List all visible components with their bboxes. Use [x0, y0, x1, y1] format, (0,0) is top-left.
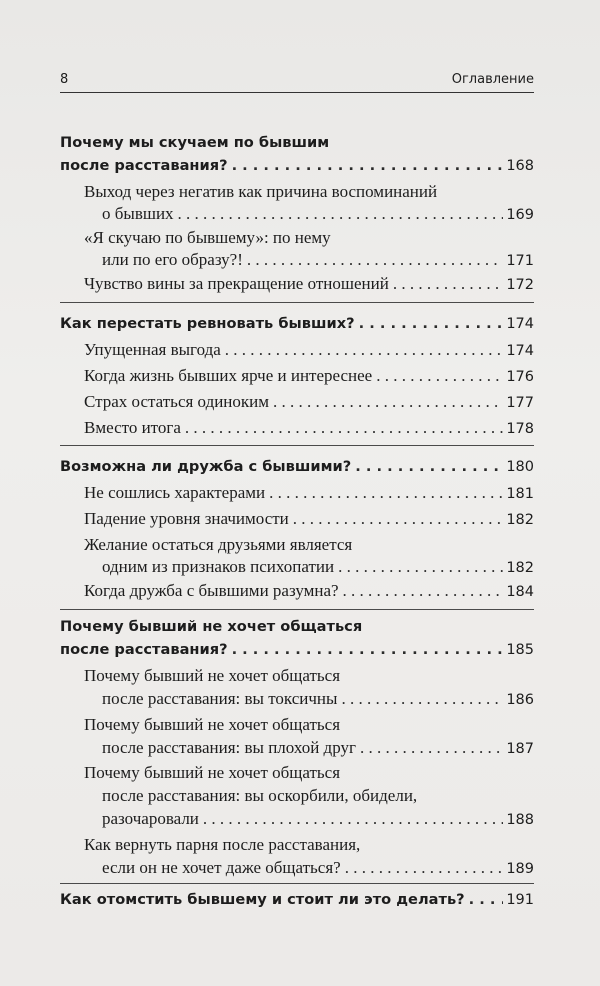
dot-leader — [355, 454, 503, 480]
toc-chapter-title[interactable]: Почему бывший не хочет общаться — [60, 618, 363, 635]
toc-page-number: 191 — [506, 892, 534, 908]
toc-entry-title: Не сошлись характерами — [84, 483, 266, 502]
section-divider — [60, 302, 534, 303]
toc-entry-title: или по его образу?! — [102, 250, 243, 269]
toc-page-number: 185 — [506, 642, 534, 658]
toc-subsection-entry[interactable] — [84, 506, 534, 532]
dot-leader — [393, 271, 503, 297]
toc-page-number: 187 — [506, 741, 534, 757]
toc-chapter-entry[interactable] — [60, 153, 534, 179]
toc-chapter-entry[interactable] — [60, 454, 534, 480]
toc-chapter-title[interactable]: Почему мы скучаем по бывшим — [60, 134, 330, 151]
toc-page-number: 176 — [506, 369, 534, 385]
toc-subsection-entry[interactable] — [84, 578, 534, 604]
toc-page-number: 174 — [506, 316, 534, 332]
toc-entry-title: Упущенная выгода — [84, 340, 221, 359]
toc-entry-title: после расставания? — [60, 157, 228, 174]
toc-entry-title: разочаровали — [102, 809, 199, 828]
toc-entry-title: Страх остаться одиноким — [84, 392, 270, 411]
toc-subsection-entry[interactable] — [102, 554, 534, 580]
toc-subsection-entry[interactable] — [84, 363, 534, 389]
dot-leader — [345, 855, 504, 881]
dot-leader — [273, 389, 503, 415]
toc-subsection-entry[interactable] — [102, 735, 534, 761]
header-rule — [60, 92, 534, 93]
dot-leader — [343, 578, 504, 604]
toc-page-number: 174 — [506, 343, 534, 359]
toc-subsection-title[interactable]: Почему бывший не хочет общаться — [84, 666, 341, 685]
toc-chapter-entry[interactable] — [60, 637, 534, 663]
section-divider — [60, 883, 534, 884]
dot-leader — [269, 480, 503, 506]
toc-subsection-entry[interactable] — [84, 271, 534, 297]
toc-entry-title: Падение уровня значимости — [84, 509, 289, 528]
toc-subsection-entry[interactable] — [102, 686, 534, 712]
toc-subsection-title-continued[interactable]: после расставания: вы оскорбили, обидели, — [102, 786, 418, 805]
toc-subsection-entry[interactable] — [102, 247, 534, 273]
dot-leader — [338, 554, 503, 580]
toc-subsection-entry[interactable] — [102, 806, 534, 832]
toc-entry-title: после расставания: вы токсичны — [102, 689, 338, 708]
dot-leader — [469, 887, 504, 913]
section-divider — [60, 445, 534, 446]
toc-entry-title: Как отомстить бывшему и стоит ли это делать? — [60, 891, 465, 908]
toc-entry-title: Когда жизнь бывших ярче и интереснее — [84, 366, 373, 385]
toc-subsection-title[interactable]: Почему бывший не хочет общаться — [84, 763, 341, 782]
toc-page-number: 182 — [506, 512, 534, 528]
section-divider — [60, 609, 534, 610]
dot-leader — [203, 806, 503, 832]
toc-entry-title: Как перестать ревновать бывших? — [60, 315, 355, 332]
section-title: Оглавление — [451, 72, 534, 87]
toc-page-number: 181 — [506, 486, 534, 502]
toc-page-number: 171 — [506, 253, 534, 269]
toc-entry-title: о бывших — [102, 204, 174, 223]
toc-subsection-entry[interactable] — [102, 201, 534, 227]
toc-subsection-title[interactable]: Выход через негатив как причина воспоминаний — [84, 182, 438, 201]
toc-entry-title: Когда дружба с бывшими разумна? — [84, 581, 339, 600]
toc-page-number: 180 — [506, 459, 534, 475]
toc-subsection-entry[interactable] — [84, 337, 534, 363]
toc-page-number: 169 — [506, 207, 534, 223]
toc-subsection-title[interactable]: «Я скучаю по бывшему»: по нему — [84, 228, 331, 247]
toc-page-number: 172 — [506, 277, 534, 293]
toc-entry-title: после расставания: вы плохой друг — [102, 738, 356, 757]
toc-entry-title: Возможна ли дружба с бывшими? — [60, 458, 352, 475]
toc-chapter-entry[interactable] — [60, 887, 534, 913]
toc-subsection-entry[interactable] — [84, 415, 534, 441]
dot-leader — [225, 337, 504, 363]
toc-page-number: 177 — [506, 395, 534, 411]
dot-leader — [178, 201, 504, 227]
toc-subsection-title[interactable]: Почему бывший не хочет общаться — [84, 715, 341, 734]
toc-entry-title: Чувство вины за прекращение отношений — [84, 274, 389, 293]
dot-leader — [376, 363, 503, 389]
dot-leader — [232, 637, 504, 663]
toc-page-number: 182 — [506, 560, 534, 576]
toc-page-number: 189 — [506, 861, 534, 877]
toc-subsection-title[interactable]: Желание остаться друзьями является — [84, 535, 353, 554]
dot-leader — [185, 415, 503, 441]
toc-entry-title: одним из признаков психопатии — [102, 557, 335, 576]
page-number: 8 — [60, 72, 69, 87]
toc-subsection-entry[interactable] — [102, 855, 534, 881]
dot-leader — [359, 311, 504, 337]
dot-leader — [341, 686, 503, 712]
toc-entry-title: Вместо итога — [84, 418, 181, 437]
dot-leader — [293, 506, 504, 532]
dot-leader — [232, 153, 504, 179]
toc-page-number: 178 — [506, 421, 534, 437]
dot-leader — [247, 247, 503, 273]
toc-entry-title: после расставания? — [60, 641, 228, 658]
toc-page-number: 188 — [506, 812, 534, 828]
toc-subsection-title[interactable]: Как вернуть парня после расставания, — [84, 835, 361, 854]
toc-subsection-entry[interactable] — [84, 480, 534, 506]
toc-page-number: 186 — [506, 692, 534, 708]
toc-entry-title: если он не хочет даже общаться? — [102, 858, 341, 877]
toc-page-number: 168 — [506, 158, 534, 174]
dot-leader — [360, 735, 503, 761]
toc-chapter-entry[interactable] — [60, 311, 534, 337]
toc-page-number: 184 — [506, 584, 534, 600]
toc-subsection-entry[interactable] — [84, 389, 534, 415]
